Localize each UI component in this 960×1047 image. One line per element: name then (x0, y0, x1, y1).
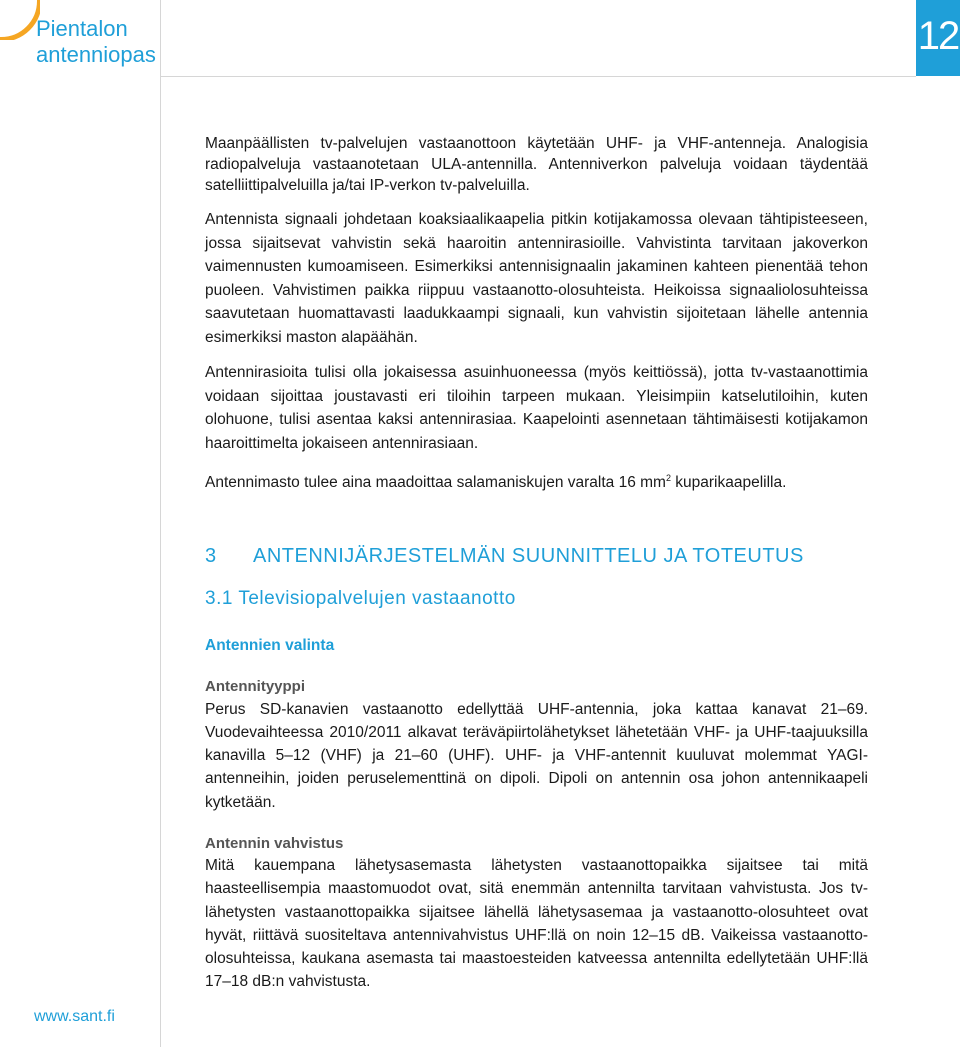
page-number: 12 (917, 14, 959, 58)
grounding-text: Antennimasto tulee aina maadoittaa salamaniskujen varalta 16 mm (205, 474, 666, 491)
grounding-superscript: 2 (665, 473, 671, 483)
paragraph-grounding (205, 467, 868, 495)
heading-antenna-gain: Antennin vahvistus (205, 834, 344, 852)
paragraph-antenna-type: Perus SD-kanavien vastaanotto edellyttää UHF-antennia, joka kattaa kanavat 21–69. Vuodevaihteessa 2010/2011 alkavat teräväpiirtolähetykset lähetetään VHF- ja UHF-taajuuksilla kanavilla 5–12 (VHF) ja 21–60 (UHF). UHF- ja VHF-antennit kuuluvat molemmat YAGI-antenneihin, joiden peruselementtinä on dipoli. Dipoli on antennin osa johon antennikaapeli kytketään. (205, 700, 868, 811)
header-divider (160, 76, 916, 77)
corner-arc-decoration (0, 0, 40, 40)
section-heading (205, 543, 868, 569)
grounding-text-end: kuparikaapelilla. (670, 474, 787, 491)
paragraph-signal: Antennista signaali johdetaan koaksiaalikaapelia pitkin kotijakamossa olevaan tähtipisteeseen, jossa sijaitsevat vahvistin sekä haaroitin antennirasioille. Vahvistinta tarvitaan jakoverkon vaimennusten kumoamiseen. Esimerkiksi antennisignaalin jakaminen kahteen pienentää tehon puoleen. Vahvistimen paikka riippuu vastaanotto-olosuhteista. Heikoissa signaaliolosuhteissa saavutetaan huomattavasti laadukkaampi signaali, kun vahvistin sijoitetaan lähelle antennia esimerkiksi maston alapäähän. (205, 211, 868, 346)
main-content (205, 133, 868, 994)
subsection-heading: 3.1 Televisiopalvelujen vastaanotto (205, 587, 516, 609)
heading-antenna-choice: Antennien valinta (205, 636, 335, 654)
paragraph-intro: Maanpäällisten tv-palvelujen vastaanottoon käytetään UHF- ja VHF-antenneja. Analogisia radiopalveluja vastaanotetaan ULA-antennilla. Antenniverkon palveluja voidaan täydentää satelliittipalveluilla ja/tai IP-verkon tv-palveluilla. (205, 135, 868, 194)
logo-line-1: Pientalon (36, 16, 128, 41)
section-number: 3 (205, 544, 217, 567)
brand-logo (36, 16, 156, 68)
section-title: ANTENNIJÄRJESTELMÄN SUUNNITTELU JA TOTEUTUS (253, 544, 804, 567)
heading-antenna-type: Antennityyppi (205, 677, 305, 695)
logo-line-2: antenniopas (36, 42, 156, 67)
footer-link[interactable]: www.sant.fi (34, 1008, 115, 1025)
sidebar-divider (160, 0, 161, 1047)
paragraph-sockets: Antennirasioita tulisi olla jokaisessa asuinhuoneessa (myös keittiössä), jotta tv-vastaanottimia voidaan sijoittaa joustavasti eri tiloihin tarpeen mukaan. Yleisimpiin katselutiloihin, kuten olohuone, tulisi asentaa kaksi antennirasiaa. Kaapelointi asennetaan tähtimäisesti kotijakamon haaroittimelta jokaiseen antennirasiaan. (205, 364, 868, 452)
paragraph-antenna-gain: Mitä kauempana lähetysasemasta lähetysten vastaanottopaikka sijaitsee tai mitä haasteellisempia maastomuodot ovat, sitä enemmän antennilta tarvitaan vahvistusta. Jos tv-lähetysten vastaanottopaikka sijaitsee lähellä lähetysasemaa ja vastaanotto-olosuhteet ovat hyvät, riittävä suositeltava antennivahvistus UHF:llä on noin 12–15 dB. Vaikeissa vastaanotto-olosuhteissa, kaukana asemasta tai maastoesteiden katveessa antennilta edellytetään UHF:llä 17–18 dB:n vahvistusta. (205, 856, 868, 991)
